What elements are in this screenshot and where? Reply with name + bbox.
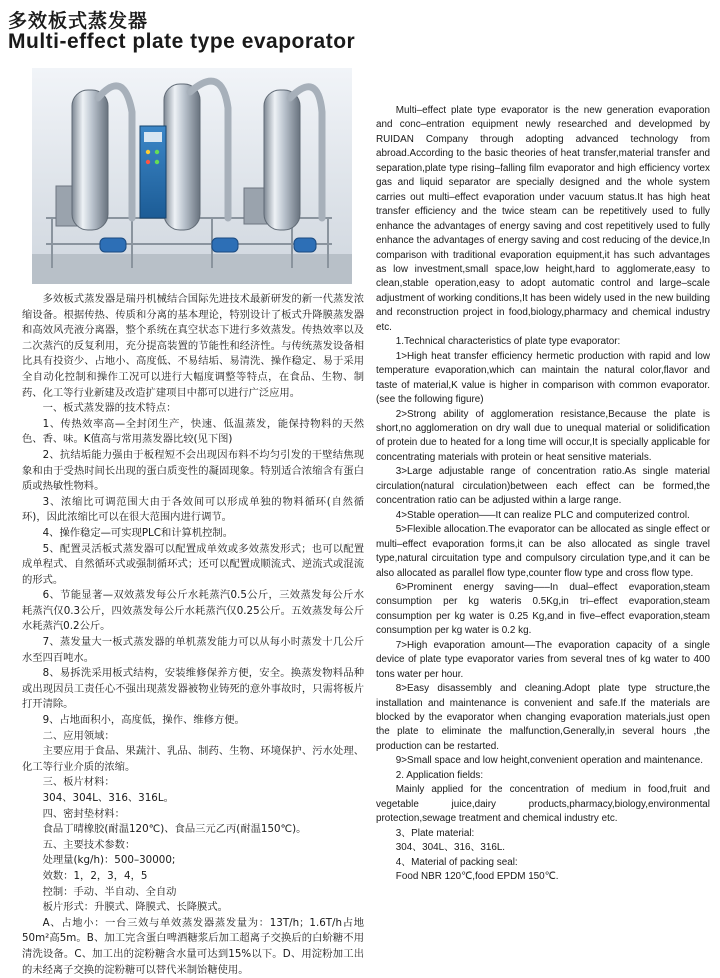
feature-item: 3>Large adjustable range of concentration ratio.As single material circulation(natural circulation)between each effect can be formed,the concentration ratio can be adjusted within a large range. (376, 466, 710, 507)
section-heading: 1.Technical characteristics of plate type evaporator: (395, 336, 621, 348)
page-title-english: Multi-effect plate type evaporator (8, 30, 356, 53)
feature-item: 9>Small space and low height,convenient operation and maintenance. (395, 755, 703, 767)
section-body: 304、304L、316、316L。 (42, 792, 174, 804)
feature-item: 8、易拆洗采用板式结构，安装维修保养方便，安全。换蒸发物料品种或出现因员工责任心不强出现蒸发器被物业铸死的意外事故时，只需将板片打开清除。 (22, 667, 364, 711)
chinese-description (22, 292, 364, 978)
section-heading: 二、应用领域： (42, 729, 115, 742)
section-body: Food NBR 120℃,food EPDM 150℃. (395, 871, 559, 883)
feature-item: 4>Stable operation–––It can realize PLC and computerized control. (395, 509, 690, 521)
section-heading: 2. Application fields: (395, 769, 484, 781)
feature-item: 2>Strong ability of agglomeration resistance,Because the plate is short,no agglomeration on dry wall due to unequal material or solidification of protein due to heated for a long time will occur,It is specially applicable for concentrating materials with protein or heat sensitive materials. (376, 408, 710, 463)
section-heading: 4、Material of packing seal: (395, 856, 518, 868)
feature-item: 7>High evaporation amount––The evaporation capacity of a single device of plate type evaporator varies from several tnes of kg water to 400 tons water per hour. (376, 639, 710, 680)
feature-item: 6>Prominent energy saving–––In dual–effect evaporation,steam consumption per kg wateris 0.5Kg,in tri–effect evaporation,steam consumption per kg water is 0.25 Kg,and in five–effect evaporation,steam consumption per kg water is 0.2 kg. (376, 581, 710, 637)
parameter-line: 控制：手动、半自动、全自动 (42, 885, 177, 898)
section-heading: 一、板式蒸发器的技术特点： (42, 402, 177, 415)
intro-paragraph: Multi–effect plate type evaporator is the new generation evaporation and conc–entration equipment newly researched and developmed by RUIDAN Company through adopting advanced technology from abroad.According to the basic theories of heat transfer,material transfer and separation,plate type rising–falling film evaporator and high efficiency vortex gas and liquid separator are specially designed and the whole system carries out multi–effect evaporation under vacuum status.It has high heat transfer efficiency and the twice steam can be repetitively used to fully enhance the advantages of energy saving and cost repetitively used to fully enhance the advantages of energy saving and cost reducing of the device,In comparison with traditional evaporation equipment,it has such advantages as low investment,small space,low height,hard to agglomerate,easy to clean,stable operation,easy to adopt automatic control and large–scale adjustment of working conditions,It has been widely used in the new building and reconstruction project in food,biology,pharmacy and chemical industry etc. (376, 105, 710, 333)
parameter-note: A、占地小：一台三效与单效蒸发器蒸发量为：13T/h；1.6T/h占地50m²高5m。B、加工完含蛋白啤酒糖浆后加工超离子交换后的白蚧糖不用清洗设备。C、加工出的淀粉糖含水量可达到15%以下。D、用淀粉加工出的未经离子交换的淀粉糖可以替代米制饴糖使用。 (22, 916, 364, 976)
section-heading: 三、板片材料： (42, 776, 115, 789)
section-heading: 五、主要技术参数： (42, 838, 136, 851)
parameter-line: 处理量(kg/h)：500–30000; (42, 854, 176, 867)
section-body: 304、304L、316、316L. (395, 842, 506, 854)
feature-item: 5>Flexible allocation.The evaporator can be allocated as single effect or multi–effect evaporation forms,it can be also allocated as single travel type,natural circuitation type and compulsory circulation type,and it can be also allocated as parallel flow type,counter flow type and cross flow type. (376, 524, 710, 579)
page-title-chinese: 多效板式蒸发器 (8, 10, 149, 32)
feature-item: 1、传热效率高—全封闭生产，快速、低温蒸发，能保持物料的天然色、香、味。K值高与常用蒸发器比较(见下图) (22, 417, 364, 446)
feature-item: 7、蒸发量大一板式蒸发器的单机蒸发能力可以从每小时蒸发十几公斤水至四百吨水。 (22, 636, 364, 664)
feature-item: 2、抗结垢能力强由于板程短不会出现因布料不均匀引发的干壁结焦现象和由于受热时间长出现的蛋白质变性的凝固现象。特别适合浓缩含有蛋白质或热敏性物料。 (22, 448, 364, 493)
section-body: Mainly applied for the concentration of medium in food,fruit and vegetable juice,dairy products,pharmacy,biology,environmental protection,sewage treatment and chemical industry etc. (376, 784, 710, 825)
parameter-line: 效数：1，2，3，4，5 (42, 869, 148, 882)
section-body: 食品丁晴橡胶(耐温120℃)、食品三元乙丙(耐温150℃)。 (42, 823, 307, 836)
section-heading: 3、Plate material: (395, 827, 475, 839)
feature-item: 3、浓缩比可调范围大由于各效间可以形成单独的物料循环(自然循环)，因此浓缩比可以在很大范围内进行调节。 (22, 495, 364, 524)
evaporator-photo (32, 68, 352, 284)
english-description (376, 104, 710, 884)
section-heading: 四、密封垫材料： (42, 807, 125, 820)
feature-item: 5、配置灵活板式蒸发器可以配置成单效或多效蒸发形式；也可以配置成单程式、自然循环式或强制循环式；还可以配置成顺流式、逆流式或混流的形式。 (22, 542, 364, 586)
intro-paragraph: 多效板式蒸发器是瑞丹机械结合国际先进技术最新研发的新一代蒸发浓缩设备。根据传热、传质和分离的基本理论，特别设计了板式升降膜蒸发器和高效风壳液分离器，整个系统在真空状态下进行多效蒸发。传热效率以及二次蒸汽的反复利用，充分提高装置的节能性和经济性。与传统蒸发设备相比具有投资少、占地小、高度低、不易结垢、易清洗、操作稳定、易于采用全自动化控制和操作工况可以进行大幅度调整等特点，在食品、生物、制药、化工等行业新建及改造扩建项目中都可以进行广泛应用。 (22, 293, 364, 399)
feature-item: 1>High heat transfer efficiency hermetic production with rapid and low temperature evaporation,which can maintain the natural color,flavor and taste of material,K value is higher in comparison with common evaporator.(see the following figure) (376, 350, 710, 406)
parameter-line: 板片形式：升膜式、降膜式、长降膜式。 (42, 901, 228, 914)
feature-item: 8>Easy disassembly and cleaning.Adopt plate type structure,the installation and maintenance is convenient and safe.If the materials are blocked by the evaporator when changing evaporation materials,just open the plate to eliminate the malfunction,Generally,in several hours ,the production can be restarted. (376, 683, 710, 752)
section-body: 主要应用于食品、果蔬汁、乳品、制药、生物、环境保护、污水处理、化工等行业介质的浓缩。 (22, 745, 364, 773)
feature-item: 6、节能显著—双效蒸发每公斤水耗蒸汽0.5公斤，三效蒸发每公斤水耗蒸汽仅0.3公斤，四效蒸发每公斤水耗蒸汽仅0.25公斤。五效蒸发每公斤水耗蒸汽0.2公斤。 (22, 589, 364, 633)
feature-item: 9、占地面积小，高度低，操作、维修方便。 (42, 714, 245, 727)
feature-item: 4、操作稳定—可实现PLC和计算机控制。 (42, 526, 234, 539)
